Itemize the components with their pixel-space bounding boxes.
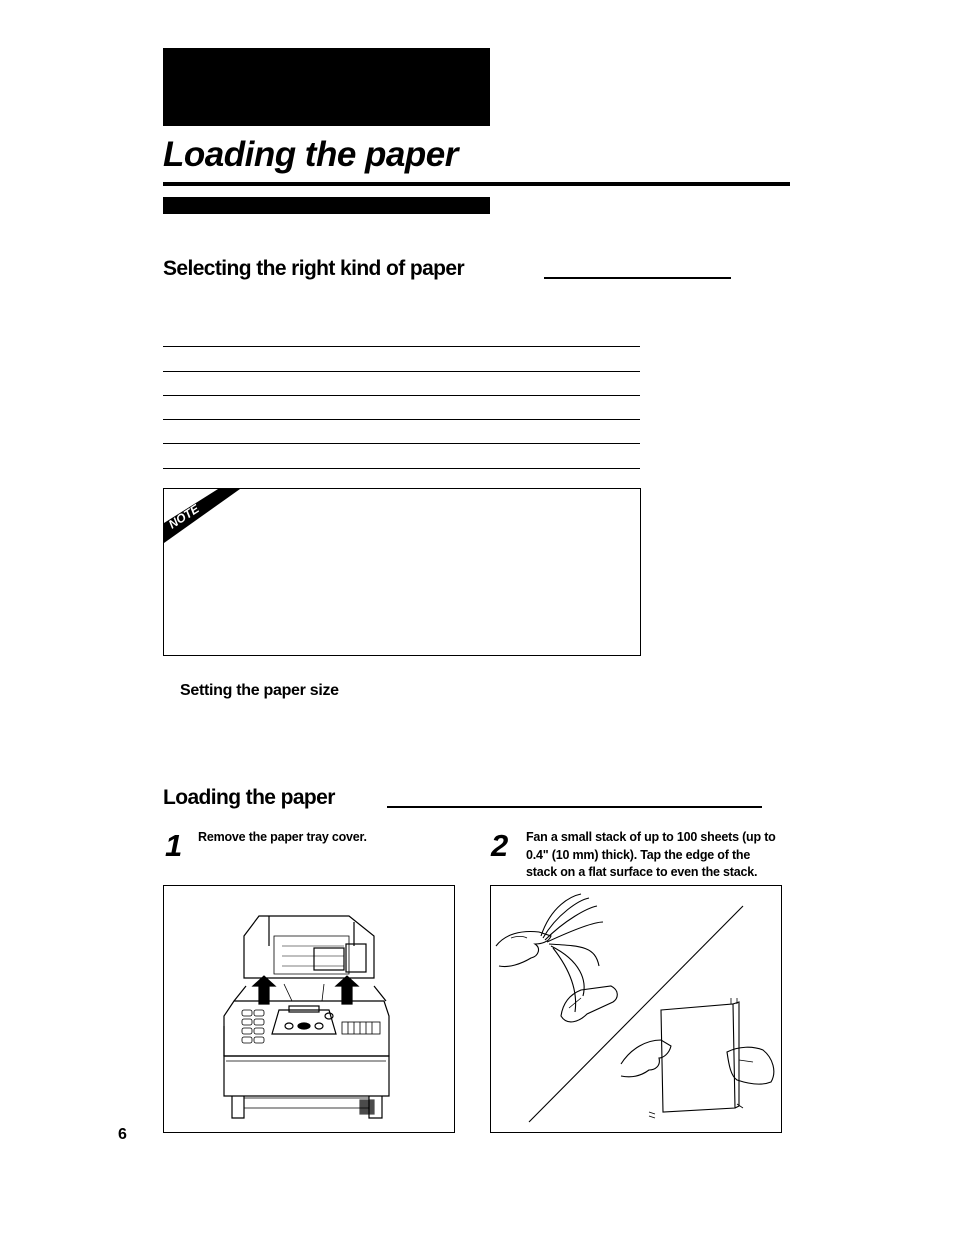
sub-black-bar: [163, 197, 490, 214]
table-rule: [163, 419, 640, 420]
figure-fan-paper-stack: [490, 885, 782, 1133]
title-rule: [163, 182, 790, 186]
step-number-2: 2: [491, 828, 509, 863]
table-rule: [163, 371, 640, 372]
table-rule: [163, 468, 640, 469]
subsection-heading-paper-size: Setting the paper size: [180, 682, 339, 699]
table-rule: [163, 346, 640, 347]
header-black-bar: [163, 48, 490, 126]
page-title: Loading the paper: [163, 135, 458, 174]
table-rule: [163, 395, 640, 396]
step-text-2: Fan a small stack of up to 100 sheets (up to 0.4" (10 mm) thick). Tap the edge of the stack on a flat surface to even the stack.: [526, 830, 776, 879]
step-number-1: 1: [165, 828, 183, 863]
table-rule: [163, 443, 640, 444]
figure-remove-tray-cover: [163, 885, 455, 1133]
section-heading-loading: Loading the paper: [163, 786, 335, 809]
note-tab-icon: [164, 489, 254, 549]
fanning-paper-illustration: [491, 886, 781, 1132]
section-heading-rule: [544, 277, 731, 279]
note-tab-label: NOTE: [166, 501, 202, 532]
section-heading-paper-kind: Selecting the right kind of paper: [163, 257, 465, 280]
step-text-1: Remove the paper tray cover.: [198, 830, 367, 844]
note-box: [163, 488, 641, 656]
section-heading-rule: [387, 806, 762, 808]
fax-machine-illustration: [164, 886, 454, 1132]
page-number: 6: [118, 1126, 127, 1143]
